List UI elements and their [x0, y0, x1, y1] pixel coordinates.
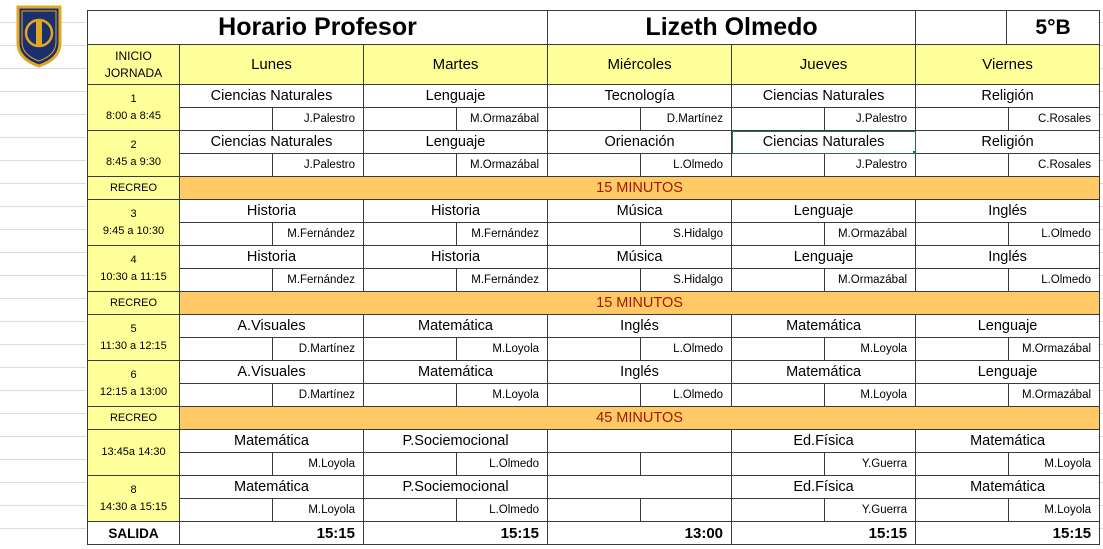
subject-cell-jueves[interactable]: Matemática — [732, 315, 916, 338]
teacher-cell-jueves[interactable] — [732, 269, 916, 292]
teacher-name: J.Palestro — [303, 159, 355, 171]
subject-cell-viernes[interactable]: Matemática — [916, 430, 1100, 453]
start-header-line-2: JORNADA — [104, 65, 163, 80]
teacher-spacer-cell[interactable] — [916, 338, 1009, 360]
teacher-cell-jueves[interactable] — [732, 499, 916, 522]
exit-time-martes[interactable]: 15:15 — [364, 522, 548, 545]
teacher-name: M.Fernández — [287, 274, 355, 286]
start-header-cell[interactable] — [88, 45, 180, 85]
teacher-spacer-cell[interactable] — [916, 499, 1009, 521]
block-subject-row — [88, 85, 1100, 108]
grade-cell[interactable] — [916, 11, 1100, 45]
teacher-cell-miercoles[interactable] — [548, 338, 732, 361]
day-header-row — [88, 45, 1100, 85]
teacher-name: M.Loyola — [860, 343, 908, 355]
recess-row — [88, 292, 1100, 315]
block-subject-row — [88, 476, 1100, 499]
block-time: 10:30 a 11:15 — [100, 270, 167, 283]
teacher-cell-viernes[interactable] — [916, 223, 1100, 246]
teacher-spacer-cell[interactable] — [180, 223, 273, 245]
teacher-cell-lunes[interactable] — [180, 269, 364, 292]
recess-duration[interactable]: 45 MINUTOS — [180, 407, 1100, 430]
teacher-spacer-cell[interactable] — [732, 384, 825, 406]
teacher-name: M.Loyola — [860, 389, 908, 401]
subject-cell-lunes[interactable]: Ciencias Naturales — [180, 131, 364, 154]
teacher-name: D.Martínez — [666, 113, 724, 125]
teacher-cell-viernes[interactable] — [916, 384, 1100, 407]
subject-cell-jueves[interactable]: Lenguaje — [732, 200, 916, 223]
teacher-spacer-cell[interactable] — [548, 384, 641, 406]
subject-cell-miercoles[interactable]: Tecnología — [548, 85, 732, 108]
teacher-name: L.Olmedo — [673, 343, 724, 355]
day-header-martes[interactable]: Martes — [364, 45, 548, 85]
teacher-cell-lunes[interactable] — [180, 338, 364, 361]
teacher-spacer-cell[interactable] — [732, 154, 825, 176]
exit-time-jueves[interactable]: 15:15 — [732, 522, 916, 545]
teacher-cell-lunes[interactable] — [180, 453, 364, 476]
teacher-name: M.Ormazábal — [470, 113, 540, 125]
block-time: 8:00 a 8:45 — [105, 109, 162, 122]
block-time-cell[interactable] — [88, 131, 180, 177]
block-subject-row — [88, 430, 1100, 453]
block-time-cell[interactable] — [88, 200, 180, 246]
teacher-name: M.Ormazábal — [1022, 389, 1092, 401]
teacher-cell-lunes[interactable] — [180, 154, 364, 177]
subject-cell-jueves[interactable]: Ciencias Naturales — [732, 131, 916, 154]
subject-cell-viernes[interactable]: Inglés — [916, 246, 1100, 269]
teacher-name: M.Loyola — [1044, 458, 1092, 470]
teacher-spacer-cell[interactable] — [548, 338, 641, 360]
subject-cell-lunes[interactable]: Historia — [180, 200, 364, 223]
teacher-name: M.Ormazábal — [470, 159, 540, 171]
teacher-cell-miercoles[interactable] — [548, 384, 732, 407]
title-row — [88, 11, 1100, 45]
recess-row — [88, 407, 1100, 430]
teacher-name — [641, 499, 732, 521]
teacher-cell-miercoles[interactable] — [548, 108, 732, 131]
teacher-spacer-cell[interactable] — [548, 499, 641, 521]
recess-label[interactable]: RECREO — [88, 292, 180, 315]
block-time-cell[interactable] — [88, 430, 180, 476]
teacher-name — [641, 453, 732, 475]
start-header-line-1: INICIO — [115, 48, 152, 63]
teacher-spacer-cell[interactable] — [548, 269, 641, 291]
teacher-cell-viernes[interactable] — [916, 338, 1100, 361]
subject-cell-miercoles[interactable]: Orienación — [548, 131, 732, 154]
spreadsheet-gridlines-left — [0, 0, 86, 549]
teacher-spacer-cell[interactable] — [364, 384, 457, 406]
block-time-cell[interactable] — [88, 361, 180, 407]
block-number: 3 — [130, 207, 137, 220]
block-subject-row — [88, 131, 1100, 154]
subject-cell-viernes[interactable]: Lenguaje — [916, 361, 1100, 384]
teacher-name: L.Olmedo — [1041, 228, 1092, 240]
block-time: 11:30 a 12:15 — [100, 339, 167, 352]
teacher-name: C.Rosales — [1037, 159, 1092, 171]
teacher-name: J.Palestro — [855, 159, 908, 171]
teacher-spacer-cell[interactable] — [732, 453, 825, 475]
day-header-viernes[interactable]: Viernes — [916, 45, 1100, 85]
recess-row — [88, 177, 1100, 200]
teacher-spacer-cell[interactable] — [364, 223, 457, 245]
teacher-cell-jueves[interactable] — [732, 223, 916, 246]
teacher-spacer-cell[interactable] — [916, 154, 1009, 176]
teacher-name: J.Palestro — [855, 113, 908, 125]
teacher-cell-miercoles[interactable] — [548, 223, 732, 246]
block-time: 9:45 a 10:30 — [102, 224, 165, 237]
teacher-spacer-cell[interactable] — [732, 338, 825, 360]
block-teacher-row — [88, 499, 1100, 522]
subject-cell-viernes[interactable]: Inglés — [916, 200, 1100, 223]
day-header-lunes[interactable]: Lunes — [180, 45, 364, 85]
block-number: 5 — [130, 322, 137, 335]
teacher-spacer-cell[interactable] — [548, 453, 641, 475]
teacher-cell-martes[interactable] — [364, 108, 548, 131]
teacher-spacer-cell[interactable] — [916, 108, 1009, 130]
teacher-cell-martes[interactable] — [364, 384, 548, 407]
block-number: 1 — [130, 92, 137, 105]
teacher-name: L.Olmedo — [489, 458, 540, 470]
teacher-name: D.Martínez — [298, 389, 355, 401]
teacher-cell-martes[interactable] — [364, 499, 548, 522]
subject-cell-lunes[interactable]: Ciencias Naturales — [180, 85, 364, 108]
subject-cell-viernes[interactable]: Lenguaje — [916, 315, 1100, 338]
teacher-cell-jueves[interactable] — [732, 108, 916, 131]
schedule-title[interactable]: Horario Profesor — [88, 11, 548, 45]
subject-cell-jueves[interactable]: Ed.Física — [732, 430, 916, 453]
teacher-cell-lunes[interactable] — [180, 499, 364, 522]
teacher-cell-miercoles[interactable] — [548, 499, 732, 522]
subject-cell-martes[interactable]: Lenguaje — [364, 131, 548, 154]
teacher-name: M.Loyola — [1044, 504, 1092, 516]
school-logo — [14, 3, 64, 69]
block-teacher-row — [88, 338, 1100, 361]
teacher-cell-martes[interactable] — [364, 453, 548, 476]
recess-label[interactable]: RECREO — [88, 177, 180, 200]
teacher-name: J.Palestro — [303, 113, 355, 125]
block-time: 8:45 a 9:30 — [105, 155, 162, 168]
block-teacher-row — [88, 269, 1100, 292]
subject-cell-viernes[interactable]: Religión — [916, 131, 1100, 154]
subject-cell-lunes[interactable]: A.Visuales — [180, 315, 364, 338]
subject-cell-jueves[interactable]: Lenguaje — [732, 246, 916, 269]
recess-duration[interactable]: 15 MINUTOS — [180, 292, 1100, 315]
teacher-name: L.Olmedo — [673, 389, 724, 401]
subject-cell-miercoles[interactable]: Inglés — [548, 315, 732, 338]
block-teacher-row — [88, 384, 1100, 407]
teacher-name: M.Fernández — [287, 228, 355, 240]
teacher-name: M.Loyola — [308, 458, 355, 470]
exit-row — [88, 522, 1100, 545]
teacher-cell-jueves[interactable] — [732, 154, 916, 177]
subject-cell-miercoles[interactable]: Inglés — [548, 361, 732, 384]
block-teacher-row — [88, 108, 1100, 131]
block-number: 2 — [130, 138, 137, 151]
teacher-spacer-cell[interactable] — [364, 499, 457, 521]
teacher-spacer-cell[interactable] — [916, 269, 1009, 291]
block-subject-row — [88, 315, 1100, 338]
teacher-cell-viernes[interactable] — [916, 154, 1100, 177]
teacher-name: D.Martínez — [298, 343, 355, 355]
block-time: 12:15 a 13:00 — [99, 385, 168, 398]
subject-cell-martes[interactable]: Matemática — [364, 315, 548, 338]
recess-label[interactable]: RECREO — [88, 407, 180, 430]
block-time-cell[interactable] — [88, 476, 180, 522]
teacher-spacer-cell[interactable] — [548, 223, 641, 245]
teacher-cell-martes[interactable] — [364, 223, 548, 246]
teacher-name: L.Olmedo — [489, 504, 540, 516]
exit-label[interactable]: SALIDA — [88, 522, 180, 545]
teacher-spacer-cell[interactable] — [916, 223, 1009, 245]
teacher-cell-viernes[interactable] — [916, 499, 1100, 522]
teacher-name: M.Ormazábal — [1022, 343, 1092, 355]
teacher-spacer-cell[interactable] — [732, 499, 825, 521]
schedule-body — [88, 85, 1100, 522]
subject-cell-martes[interactable]: P.Sociemocional — [364, 476, 548, 499]
teacher-cell-viernes[interactable] — [916, 108, 1100, 131]
day-header-miercoles[interactable]: Miércoles — [548, 45, 732, 85]
subject-cell-martes[interactable]: P.Sociemocional — [364, 430, 548, 453]
teacher-name: Y.Guerra — [861, 504, 908, 516]
teacher-cell-lunes[interactable] — [180, 384, 364, 407]
teacher-cell-martes[interactable] — [364, 338, 548, 361]
teacher-cell-lunes[interactable] — [180, 223, 364, 246]
teacher-spacer-cell[interactable] — [180, 269, 273, 291]
subject-cell-miercoles[interactable] — [548, 476, 732, 499]
teacher-cell-miercoles[interactable] — [548, 154, 732, 177]
teacher-name: S.Hidalgo — [673, 228, 724, 240]
teacher-cell-martes[interactable] — [364, 269, 548, 292]
recess-duration[interactable]: 15 MINUTOS — [180, 177, 1100, 200]
subject-cell-jueves[interactable]: Ciencias Naturales — [732, 85, 916, 108]
teacher-name: L.Olmedo — [673, 159, 724, 171]
teacher-name: M.Ormazábal — [838, 228, 908, 240]
teacher-cell-viernes[interactable] — [916, 269, 1100, 292]
teacher-spacer-cell[interactable] — [364, 338, 457, 360]
block-time-cell[interactable] — [88, 246, 180, 292]
teacher-cell-jueves[interactable] — [732, 453, 916, 476]
block-number: 8 — [130, 483, 137, 496]
teacher-cell-miercoles[interactable] — [548, 269, 732, 292]
subject-cell-martes[interactable]: Historia — [364, 200, 548, 223]
subject-cell-martes[interactable]: Lenguaje — [364, 85, 548, 108]
teacher-name: M.Loyola — [308, 504, 355, 516]
subject-cell-lunes[interactable]: Matemática — [180, 430, 364, 453]
subject-cell-miercoles[interactable] — [548, 430, 732, 453]
exit-time-viernes[interactable]: 15:15 — [916, 522, 1100, 545]
block-subject-row — [88, 200, 1100, 223]
subject-cell-martes[interactable]: Historia — [364, 246, 548, 269]
block-subject-row — [88, 246, 1100, 269]
teacher-cell-jueves[interactable] — [732, 384, 916, 407]
teacher-cell-lunes[interactable] — [180, 108, 364, 131]
block-time-cell[interactable] — [88, 315, 180, 361]
block-time: 14:30 a 15:15 — [99, 500, 168, 513]
teacher-spacer-cell[interactable] — [732, 223, 825, 245]
subject-cell-viernes[interactable]: Religión — [916, 85, 1100, 108]
grade-label: 5°B — [1007, 11, 1100, 44]
teacher-spacer-cell[interactable] — [180, 338, 273, 360]
teacher-name: Y.Guerra — [861, 458, 908, 470]
teacher-name: L.Olmedo — [1041, 274, 1092, 286]
teacher-spacer-cell[interactable] — [364, 269, 457, 291]
teacher-spacer-cell[interactable] — [180, 453, 273, 475]
teacher-spacer-cell[interactable] — [548, 154, 641, 176]
teacher-spacer-cell[interactable] — [364, 453, 457, 475]
subject-cell-viernes[interactable]: Matemática — [916, 476, 1100, 499]
teacher-spacer-cell[interactable] — [180, 499, 273, 521]
teacher-spacer-cell[interactable] — [364, 154, 457, 176]
teacher-spacer-cell[interactable] — [732, 108, 825, 130]
teacher-name: C.Rosales — [1037, 113, 1092, 125]
block-number: 6 — [130, 368, 137, 381]
teacher-cell-martes[interactable] — [364, 154, 548, 177]
teacher-name: S.Hidalgo — [673, 274, 724, 286]
teacher-name: M.Fernández — [471, 274, 540, 286]
subject-cell-jueves[interactable]: Matemática — [732, 361, 916, 384]
subject-cell-martes[interactable]: Matemática — [364, 361, 548, 384]
block-time: 13:45a 14:30 — [101, 446, 166, 458]
teacher-spacer-cell[interactable] — [916, 453, 1009, 475]
teacher-spacer-cell[interactable] — [180, 384, 273, 406]
block-teacher-row — [88, 453, 1100, 476]
day-header-jueves[interactable]: Jueves — [732, 45, 916, 85]
subject-cell-lunes[interactable]: A.Visuales — [180, 361, 364, 384]
subject-cell-jueves[interactable]: Ed.Física — [732, 476, 916, 499]
teacher-spacer-cell[interactable] — [732, 269, 825, 291]
subject-cell-miercoles[interactable]: Música — [548, 200, 732, 223]
teacher-cell-miercoles[interactable] — [548, 453, 732, 476]
subject-cell-miercoles[interactable]: Música — [548, 246, 732, 269]
block-subject-row — [88, 361, 1100, 384]
teacher-name[interactable]: Lizeth Olmedo — [548, 11, 916, 45]
teacher-name: M.Loyola — [492, 389, 540, 401]
teacher-cell-jueves[interactable] — [732, 338, 916, 361]
block-number: 4 — [130, 253, 137, 266]
schedule-table — [87, 10, 1100, 545]
block-time-cell[interactable] — [88, 85, 180, 131]
teacher-cell-viernes[interactable] — [916, 453, 1100, 476]
exit-time-miercoles[interactable]: 13:00 — [548, 522, 732, 545]
teacher-spacer-cell[interactable] — [548, 108, 641, 130]
teacher-spacer-cell[interactable] — [180, 108, 273, 130]
teacher-name: M.Ormazábal — [838, 274, 908, 286]
teacher-name: M.Loyola — [492, 343, 540, 355]
block-teacher-row — [88, 154, 1100, 177]
block-teacher-row — [88, 223, 1100, 246]
teacher-name: M.Fernández — [471, 228, 540, 240]
teacher-spacer-cell[interactable] — [916, 384, 1009, 406]
teacher-spacer-cell[interactable] — [180, 154, 273, 176]
subject-cell-lunes[interactable]: Matemática — [180, 476, 364, 499]
subject-cell-lunes[interactable]: Historia — [180, 246, 364, 269]
teacher-spacer-cell[interactable] — [364, 108, 457, 130]
exit-time-lunes[interactable]: 15:15 — [180, 522, 364, 545]
